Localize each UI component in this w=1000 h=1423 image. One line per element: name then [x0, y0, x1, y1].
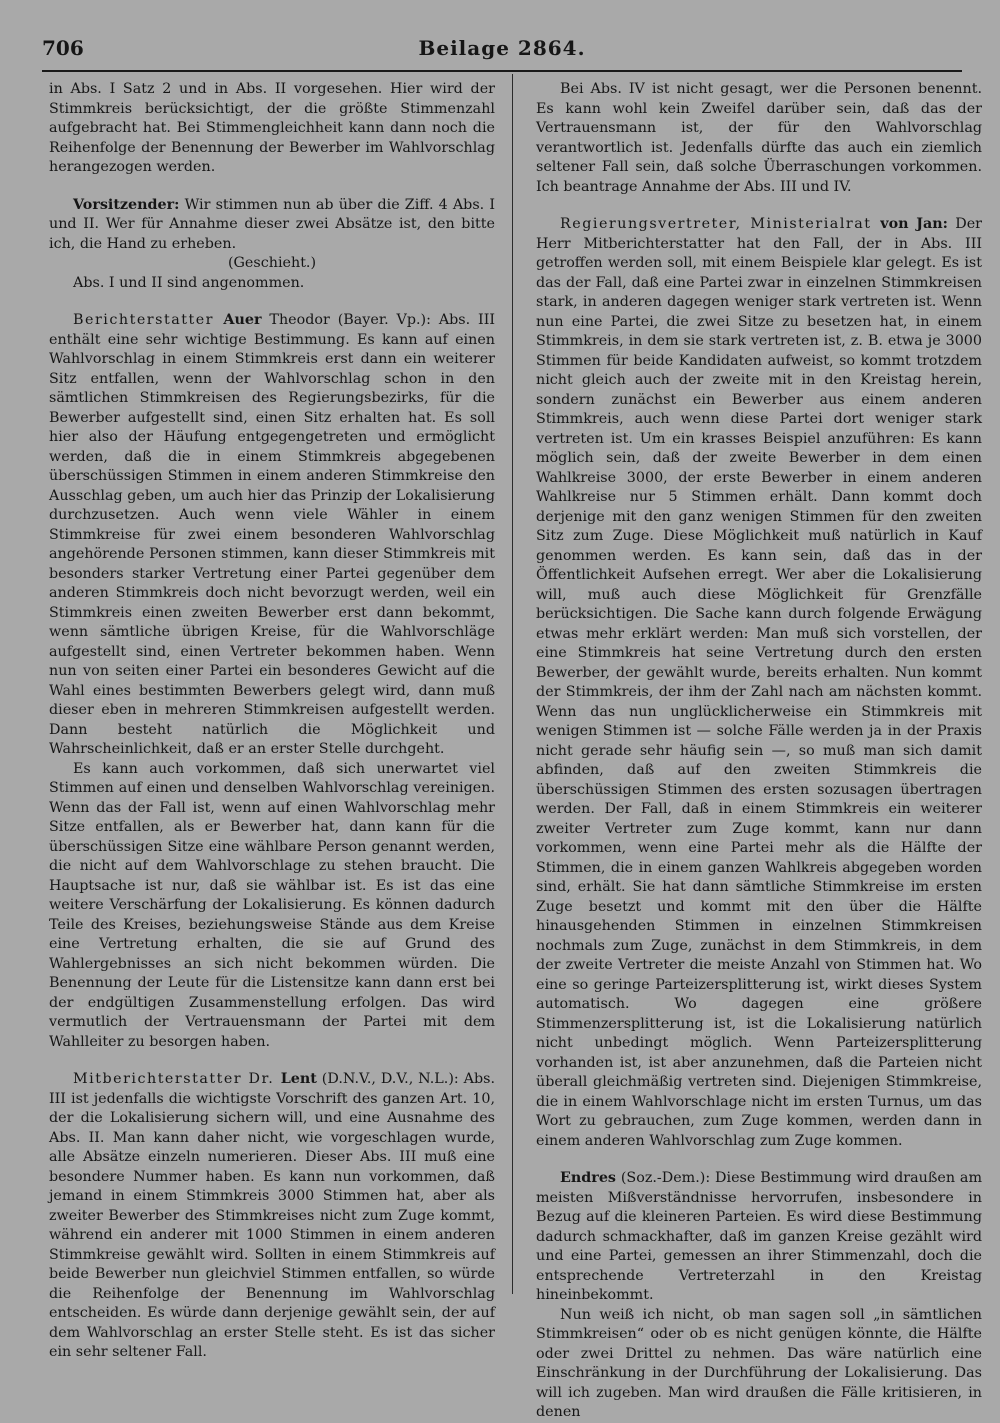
- paragraph: [536, 1169, 982, 1306]
- column-divider: [512, 74, 513, 1294]
- speaker-affiliation: Theodor (Bayer. Vp.):: [261, 312, 431, 328]
- speaker-affiliation: (D.N.V., D.V., N.L.):: [316, 1071, 459, 1087]
- speaker-affiliation: (Soz.-Dem.):: [615, 1170, 711, 1186]
- paragraph: [536, 215, 982, 1151]
- header-rule: [42, 70, 962, 72]
- speech-text: Der Herr Mitberichterstatter hat den Fall, der in Abs. III getroffen werden soll, mit einem Beispiele klar gelegt. Es ist das der Fall, daß eine Partei zwar in einzelnen Stimmkreisen stark, in anderen dagegen weniger stark vertreten ist. Wenn nun eine Partei, die zwei Sitze zu besetzen hat, in einem Stimmkreis, in dem sie stark vertreten ist, z. B. etwa je 3000 Stimmen für beide Kandidaten aufweist, so kommt trotzdem nicht gleich auch der zweite mit in den Kreistag herein, sondern zunächst ein Bewerber aus einem anderen Stimmkreis, auch wenn diese Partei dort weniger stark vertreten ist. Um ein krasses Beispiel anzuführen: Es kann möglich sein, daß der zweite Bewerber in dem einen Wahlkreise 3000, der erste Bewerber in einem anderen Wahlkreise nur 5 Stimmen erhält. Dann kommt doch derjenige mit den ganz wenigen Stimmen für den zweiten Sitz zum Zuge. Diese Möglichkeit muß natürlich in Kauf genommen werden. Es kann sein, daß das in der Öffentlichkeit Aufsehen erregt. Wer aber die Lokalisierung will, muß auch diese Möglichkeit für Grenzfälle berücksichtigen. Die Sache kann durch folgende Erwägung etwas mehr erklärt werden: Man muß sich vorstellen, der eine Stimmkreis hat seine Vertretung durch den ersten Bewerber, der gewählt wurde, bereits erhalten. Nun kommt der Stimmkreis, der ihm der Zahl nach am nächsten kommt. Wenn das nun unglücklicherweise ein Stimmkreis mit wenigen Stimmen ist — solche Fälle werden ja in der Praxis nicht gerade sehr häufig sein —, so muß man sich damit abfinden, daß auf den zweiten Stimmkreis die überschüssigen Stimmen des ersten sozusagen übertragen werden. Der Fall, daß in einem Stimmkreis ein weiterer zweiter Vertreter zum Zuge kommt, kann nur dann vorkommen, wenn eine Partei mehr als die Hälfte der Stimmen, die in einem ganzen Wahlkreis abgegeben worden sind, erhält. Sie hat dann sämtliche Stimmkreise im ersten Zuge besetzt und kommt mit den über die Hälfte hinausgehenden Stimmen in einzelnen Stimmkreisen nochmals zum Zuge, zunächst in dem Stimmkreis, in dem der zweite Vertreter die meiste Anzahl von Stimmen hat. Wo eine so geringe Parteizersplitterung ist, wirkt dieses System automatisch. Wo dagegen eine größere Stimmenzersplitterung ist, ist die Lokalisierung natürlich nicht unbedingt möglich. Wenn Parteizersplitterung vorhanden ist, ist aber anzunehmen, daß die Parteien nicht überall gleichmäßig vertreten sind. Diejenigen Stimmkreise, die in einem Wahlvorschlage nicht im ersten Turnus, um das Wort zu gebrauchen, zum Zuge kommen, werden dann in einem anderen Wahlvorschlag zum Zuge kommen.: [536, 216, 982, 1149]
- left-column: [49, 80, 495, 1363]
- speaker-role: Berichterstatter: [73, 312, 224, 328]
- speaker-name: Vorsitzender:: [73, 196, 180, 213]
- paragraph: Es kann auch vorkommen, daß sich unerwartet viel Stimmen auf einen und denselben Wahlvorschlag vereinigen. Wenn das der Fall ist, wenn auf einen Wahlvorschlag mehr Sitze entfallen, als er Bewerber hat, dann kann für die überschüssigen Sitze eine wählbare Person genannt werden, die nicht auf dem Wahlvorschlage zu stehen braucht. Die Hauptsache ist nur, daß sie wählbar ist. Es ist das eine weitere Verschärfung der Lokalisierung. Es können dadurch Teile des Kreises, beziehungsweise Stände aus dem Kreise eine Vertretung erhalten, die sie auf Grund des Wahlergebnisses an sich nicht bekommen würden. Die Benennung der Leute für die Listensitze kann dann erst bei der endgültigen Zusammenstellung erfolgen. Das wird vermutlich der Vertrauensmann der Partei mit dem Wahlleiter zu besorgen haben.: [49, 760, 495, 1050]
- paragraph: Nun weiß ich nicht, ob man sagen soll „in sämtlichen Stimmkreisen“ oder ob es nicht genügen könnte, die Hälfte oder zwei Drittel zu nehmen. Das wäre natürlich eine Einschränkung in der Durchführung der Lokalisierung. Das will ich zugeben. Man wird draußen die Fälle kritisieren, in denen: [536, 1306, 982, 1420]
- paragraph: [49, 311, 495, 760]
- speaker-role: Mitberichterstatter Dr.: [73, 1071, 281, 1087]
- speaker-name: Auer: [223, 312, 262, 328]
- right-column: [536, 80, 982, 1423]
- speech-text: Diese Bestimmung wird draußen am meisten Mißverständnisse hervorrufen, insbesondere in Bezug auf die kleineren Parteien. Es wird diese Bestimmung dadurch schmackhafter, daß im ganzen Kreise gezählt wird und eine Partei, gemessen an ihrer Stimmenzahl, doch die entsprechende Vertreterzahl in den Kreistag hineinbekommt.: [536, 1170, 982, 1303]
- speech-text: Abs. III ist jedenfalls die wichtigste Vorschrift des ganzen Art. 10, der die Lokalisierung sichern will, und eine Ausnahme des Abs. II. Man kann daher nicht, wie vorgeschlagen wurde, alle Absätze einzeln numerieren. Dieser Abs. III muß eine besondere Nummer haben. Es kann nun vorkommen, daß jemand in einem Stimmkreis 3000 Stimmen hat, aber als zweiter Bewerber des Stimmkreises nicht zum Zuge kommt, während ein anderer mit 1000 Stimmen in einem anderen Stimmkreise gewählt wird. Sollten in einem Stimmkreis auf beide Bewerber nun gleichviel Stimmen entfallen, so würde die Reihenfolge der Benennung im Wahlvorschlag entscheiden. Es würde dann derjenige gewählt sein, der auf dem Wahlvorschlag an erster Stelle steht. Es ist das sicher ein sehr seltener Fall.: [49, 1071, 496, 1360]
- paragraph: Bei Abs. IV ist nicht gesagt, wer die Personen benennt. Es kann wohl kein Zweifel darüber sein, daß das der Vertrauensmann ist, der für den Wahlvorschlag verantwortlich ist. Jedenfalls dürfte das auch ein ziemlich seltener Fall sein, daß solche Überraschungen vorkommen. Ich beantrage Annahme der Abs. III und IV.: [536, 81, 982, 195]
- page-header: [42, 36, 962, 66]
- stage-note: (Geschieht.): [227, 255, 317, 271]
- paragraph: [49, 196, 495, 255]
- paragraph: [49, 1070, 495, 1363]
- speaker-name: von Jan:: [880, 216, 948, 232]
- speaker-role: Regierungsvertreter, Ministerialrat: [560, 216, 881, 232]
- page-title: Beilage 2864.: [418, 36, 586, 60]
- speaker-name: Lent: [280, 1071, 317, 1087]
- vote-result: Abs. I und II sind angenommen.: [73, 274, 305, 291]
- speech-text: Wir stimmen nun ab über die Ziff. 4 Abs. I und II. Wer für Annahme dieser zwei Absätze ist, den bitte ich, die Hand zu erheben.: [49, 196, 495, 252]
- page-number: 706: [42, 36, 84, 60]
- speech-text: Abs. III enthält eine sehr wichtige Bestimmung. Es kann auf einen Wahlvorschlag in einem Stimmkreis erst dann ein weiterer Sitz entfallen, wenn der Wahlvorschlag schon in den sämtlichen Stimmkreisen des Regierungsbezirks, für die Bewerber aufgestellt sind, einen Sitz erhalten hat. Es soll hier also der Häufung entgegengetreten und ermöglicht werden, daß die in einem Stimmkreis abgegebenen überschüssigen Stimmen in einem anderen Stimmkreise den Ausschlag geben, um auch hier das Prinzip der Lokalisierung durchzusetzen. Auch wenn viele Wähler in einem Stimmkreise für zwei einem besonderen Wahlvorschlag angehörende Personen stimmen, kann dieser Stimmkreis mit besonders starker Vertretung einer Partei gegenüber dem anderen Stimmkreis doch nicht bevorzugt werden, weil ein Stimmkreis einen zweiten Bewerber erst dann bekommt, wenn sämtliche übrigen Kreise, für die Wahlvorschläge aufgestellt sind, einen Vertreter bekommen haben. Wenn nun von seiten einer Partei ein besonderes Gewicht auf die Wahl eines bestimmten Bewerbers gelegt wird, dann muß dieser eben in mehreren Stimmkreisen aufgestellt werden. Dann besteht natürlich die Möglichkeit und Wahrscheinlichkeit, daß er an erster Stelle durchgeht.: [49, 312, 495, 757]
- speaker-name: Endres: [560, 1170, 616, 1186]
- paragraph: in Abs. I Satz 2 und in Abs. II vorgesehen. Hier wird der Stimmkreis berücksichtigt, der die größte Stimmenzahl aufgebracht hat. Bei Stimmengleichheit kann dann noch die Reihenfolge der Benennung der Bewerber im Wahlvorschlag herangezogen werden.: [49, 81, 495, 175]
